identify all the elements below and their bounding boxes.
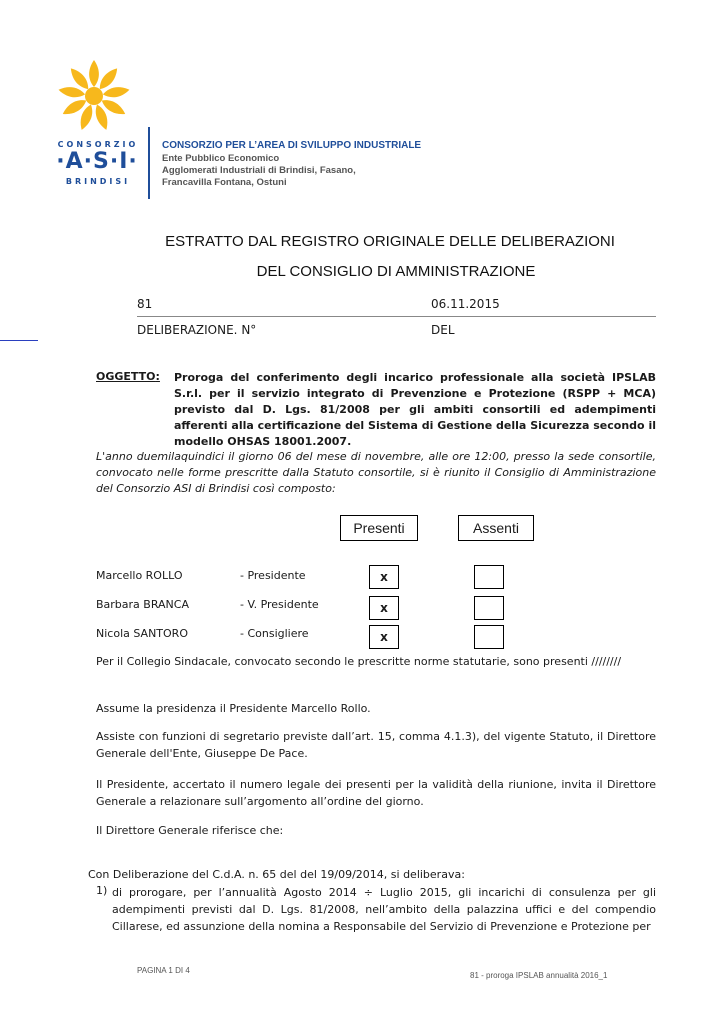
segretario-paragraph: Assiste con funzioni di segretario previste dall’art. 15, comma 4.1.3), del vigente Statuto, il Direttore Generale dell'Ente, Giuseppe De Pace.: [96, 730, 656, 760]
oggetto-text: Proroga del conferimento degli incarico professionale alla società IPSLAB S.r.l. per il servizio integrato di Prevenzione e Protezione (RSPP + MCA) previsto dal D. Lgs. 81/2008 per gli ambiti consortili ed adempimenti afferenti alla certificazione del Sistema di Gestione della Sicurezza secondo il modello OHSAS 18001.2007.: [174, 371, 656, 448]
oggetto-label: OGGETTO:: [96, 370, 160, 383]
direttore-riferisce-paragraph: Il Direttore Generale riferisce che:: [96, 824, 284, 837]
document-title-line-2: DEL CONSIGLIO DI AMMINISTRAZIONE: [256, 263, 536, 280]
org-name: CONSORZIO PER L’AREA DI SVILUPPO INDUSTRIALE: [162, 140, 422, 151]
list-item-number: 1): [96, 884, 108, 897]
presidenza-paragraph: Assume la presidenza il Presidente Marcello Rollo.: [96, 702, 371, 715]
document-title-line-1: ESTRATTO DAL REGISTRO ORIGINALE DELLE DELIBERAZIONI: [165, 233, 615, 250]
member-name: Barbara BRANCA: [96, 598, 189, 611]
presenti-header: Presenti: [340, 515, 418, 541]
numero-legale-paragraph: Il Presidente, accertato il numero legale dei presenti per la validità della riunione, invita il Direttore Generale a relazionare sull’argomento all’ordine del giorno.: [96, 778, 656, 808]
document-reference: 81 - proroga IPSLAB annualità 2016_1: [470, 971, 608, 980]
assenti-header: Assenti: [458, 515, 534, 541]
delibera-number-label: DELIBERAZIONE. N°: [137, 323, 257, 337]
org-line-1: Ente Pubblico Economico: [162, 153, 280, 164]
header-divider: [148, 127, 150, 199]
collegio-sindacale-line: Per il Collegio Sindacale, convocato secondo le prescritte norme statutarie, sono presenti ////////: [96, 655, 622, 668]
meta-rule: [137, 316, 656, 317]
member-role: - Consigliere: [240, 627, 309, 640]
delibera-number: 81: [137, 297, 153, 311]
consortium-sun-logo-icon: [54, 56, 134, 136]
logo-brindisi-text: BRINDISI: [65, 177, 131, 186]
list-item-text: di prorogare, per l’annualità Agosto 2014 ÷ Luglio 2015, gli incarichi di consulenza per gli adempimenti previsti dal D. Lgs. 81/2008, nell’ambito della palazzina uffici e del compendio Cillarese, ed assunzione della nomina a Responsabile del Servizio di Prevenzione e Protezione per: [112, 886, 656, 933]
assente-checkbox[interactable]: [474, 625, 504, 649]
presente-checkbox[interactable]: x: [369, 625, 399, 649]
member-role: - Presidente: [240, 569, 306, 582]
presente-checkbox[interactable]: x: [369, 565, 399, 589]
delibera-date: 06.11.2015: [431, 297, 500, 311]
margin-mark: [0, 340, 38, 341]
intro-paragraph: L'anno duemilaquindici il giorno 06 del mese di novembre, alle ore 12:00, presso la sede consortile, convocato nelle forme prescritte dalla Statuto consortile, si è riunito il Consiglio di Amministrazione del Consorzio ASI di Brindisi così composto:: [96, 450, 656, 495]
logo-consorzio-text: CONSORZIO: [57, 140, 139, 149]
org-line-2: Agglomerati Industriali di Brindisi, Fasano,: [162, 165, 356, 176]
delibera-date-label: DEL: [431, 323, 455, 337]
member-name: Nicola SANTORO: [96, 627, 188, 640]
oggetto-label-text: OGGETTO: [96, 370, 156, 383]
logo-asi-text: ·A·S·I·: [56, 149, 138, 174]
member-role: - V. Presidente: [240, 598, 319, 611]
page-number: PAGINA 1 DI 4: [137, 966, 190, 975]
assente-checkbox[interactable]: [474, 596, 504, 620]
deliberazione-paragraph: Con Deliberazione del C.d.A. n. 65 del del 19/09/2014, si deliberava:: [88, 868, 465, 881]
org-line-3: Francavilla Fontana, Ostuni: [162, 177, 287, 188]
presente-checkbox[interactable]: x: [369, 596, 399, 620]
member-name: Marcello ROLLO: [96, 569, 183, 582]
assente-checkbox[interactable]: [474, 565, 504, 589]
